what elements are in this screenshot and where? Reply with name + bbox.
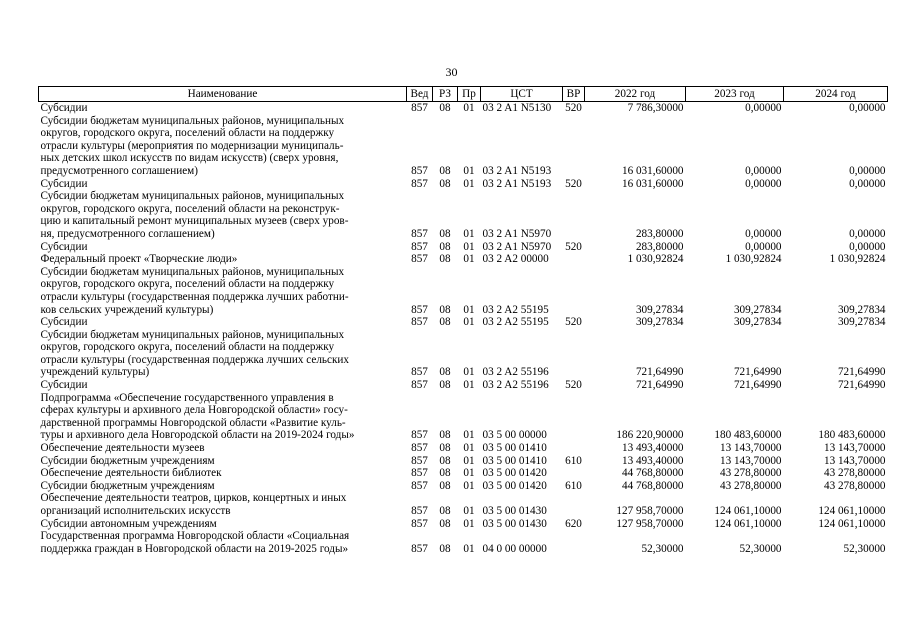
- header-vr: ВР: [563, 87, 585, 102]
- row-pr: 01: [463, 379, 475, 392]
- row-value-2024: 13 143,70000: [823, 454, 886, 467]
- row-cst: 03 2 A1 N5970: [482, 227, 552, 240]
- row-ved: 857: [411, 253, 428, 266]
- table-row: [39, 379, 888, 392]
- row-value-2022: 13 493,40000: [621, 454, 684, 467]
- row-rz: 08: [439, 253, 451, 266]
- row-name-line: Субсидии бюджетам муниципальных районов, муниципальных: [40, 190, 345, 203]
- row-pr: 01: [463, 467, 475, 480]
- row-name: [39, 392, 407, 442]
- row-name-line: Субсидии: [40, 102, 88, 114]
- row-ved: 857: [411, 177, 428, 190]
- row-ved: 857: [411, 102, 428, 114]
- row-value-2024: 0,00000: [849, 164, 886, 177]
- row-name-line: Субсидии: [40, 316, 88, 329]
- table-row: [39, 178, 888, 191]
- row-name-line: Обеспечение деятельности библиотек: [40, 467, 222, 480]
- row-name: [39, 253, 407, 266]
- row-cst: 03 2 A1 N5130: [482, 102, 552, 114]
- row-vr: 520: [565, 177, 582, 190]
- row-vr: [563, 392, 585, 442]
- row-cst: 03 5 00 01430: [482, 505, 547, 517]
- row-name-line: Субсидии: [40, 379, 88, 392]
- row-vr: 520: [565, 240, 582, 253]
- row-cst: 03 5 00 01420: [482, 467, 547, 480]
- table-body: [39, 102, 888, 556]
- row-pr: 01: [463, 429, 475, 442]
- row-value-2023: 721,64990: [733, 379, 782, 392]
- table-row: [39, 392, 888, 442]
- row-name: [39, 518, 407, 531]
- row-name: [39, 266, 407, 316]
- row-value-2023: 0,00000: [745, 227, 782, 240]
- row-pr: 01: [463, 517, 475, 530]
- row-pr: 01: [463, 366, 475, 379]
- row-rz: 08: [439, 429, 451, 442]
- header-rz: РЗ: [433, 87, 458, 102]
- row-pr: 01: [463, 227, 475, 240]
- row-name-line: организаций исполнительских искусств: [40, 505, 231, 517]
- row-cst: 03 2 A2 55195: [482, 303, 549, 316]
- row-ved: 857: [411, 164, 428, 177]
- row-name-line: округов, городского округа, поселений области на поддержку: [40, 278, 335, 291]
- row-ved: 857: [411, 316, 428, 329]
- row-value-2023: 43 278,80000: [719, 467, 782, 480]
- row-cst: 03 5 00 01410: [482, 442, 547, 455]
- row-vr: 610: [565, 479, 582, 492]
- row-pr: 01: [463, 479, 475, 492]
- row-pr: 01: [463, 542, 475, 555]
- row-ved: 857: [411, 366, 428, 379]
- row-value-2023: 1 030,92824: [725, 253, 782, 266]
- row-rz: 08: [439, 479, 451, 492]
- table-row: [39, 241, 888, 254]
- row-ved: 857: [411, 505, 428, 517]
- row-name-line: отрасли культуры (государственная поддержка лучших сельских: [40, 353, 350, 366]
- row-pr: 01: [463, 102, 475, 114]
- row-name: [39, 178, 407, 191]
- row-value-2024: 43 278,80000: [823, 467, 886, 480]
- row-name: [39, 480, 407, 493]
- row-value-2023: 13 143,70000: [719, 442, 782, 455]
- row-name-line: Обеспечение деятельности театров, цирков, концертных и иных: [40, 492, 347, 505]
- row-vr: 520: [565, 316, 582, 329]
- row-name: [39, 442, 407, 455]
- row-vr: [563, 190, 585, 240]
- row-value-2022: 721,64990: [635, 366, 684, 379]
- row-name: [39, 467, 407, 480]
- row-value-2023: 180 483,60000: [714, 429, 782, 442]
- header-2024: 2024 год: [784, 87, 888, 102]
- row-rz: 08: [439, 379, 451, 392]
- row-pr: 01: [463, 505, 475, 517]
- row-name-line: Федеральный проект «Творческие люди»: [40, 253, 238, 266]
- row-vr: 610: [565, 454, 582, 467]
- row-value-2024: 309,27834: [837, 316, 886, 329]
- row-pr: 01: [463, 253, 475, 266]
- row-value-2024: 1 030,92824: [829, 253, 886, 266]
- row-value-2022: 283,80000: [635, 240, 684, 253]
- row-rz: 08: [439, 102, 451, 114]
- row-rz: 08: [439, 316, 451, 329]
- row-ved: 857: [411, 227, 428, 240]
- row-pr: 01: [463, 442, 475, 455]
- row-name-line: дарственной программы Новгородской области «Развитие куль-: [40, 416, 346, 429]
- row-cst: 03 2 A2 55196: [482, 379, 549, 392]
- row-name-line: предусмотренного соглашением): [40, 164, 198, 177]
- row-name: [39, 102, 407, 115]
- row-vr: [563, 253, 585, 266]
- row-value-2024: 721,64990: [837, 379, 886, 392]
- row-rz: 08: [439, 505, 451, 517]
- row-name: [39, 190, 407, 240]
- row-value-2022: 52,30000: [641, 542, 684, 555]
- row-value-2022: 186 220,90000: [616, 429, 684, 442]
- row-value-2023: 43 278,80000: [719, 479, 782, 492]
- table-row: [39, 190, 888, 240]
- row-value-2024: 124 061,10000: [818, 517, 886, 530]
- row-value-2023: 309,27834: [733, 316, 782, 329]
- row-pr: 01: [463, 164, 475, 177]
- row-vr: [563, 492, 585, 517]
- row-name-line: Субсидии бюджетным учреждениям: [40, 479, 215, 492]
- row-value-2022: 283,80000: [635, 227, 684, 240]
- row-name: [39, 115, 407, 178]
- row-cst: 03 5 00 01430: [482, 517, 547, 530]
- row-value-2024: 43 278,80000: [823, 479, 886, 492]
- row-cst: 04 0 00 00000: [482, 542, 547, 555]
- row-value-2022: 13 493,40000: [621, 442, 684, 455]
- row-name-line: Субсидии бюджетам муниципальных районов, муниципальных: [40, 114, 345, 127]
- header-name: Наименование: [39, 87, 407, 102]
- row-value-2022: 127 958,70000: [616, 517, 684, 530]
- header-cst: ЦСТ: [481, 87, 563, 102]
- row-vr: 620: [565, 517, 582, 530]
- row-value-2023: 0,00000: [745, 240, 782, 253]
- table-row: [39, 455, 888, 468]
- row-pr: 01: [463, 316, 475, 329]
- row-cst: 03 5 00 00000: [482, 429, 547, 442]
- row-name: [39, 316, 407, 329]
- row-name-line: Субсидии: [40, 240, 88, 253]
- row-name-line: округов, городского округа, поселений области на поддержку: [40, 127, 335, 140]
- header-2022: 2022 год: [585, 87, 686, 102]
- row-name-line: Субсидии бюджетным учреждениям: [40, 454, 215, 467]
- row-name-line: Субсидии бюджетам муниципальных районов, муниципальных: [40, 265, 345, 278]
- row-value-2024: 721,64990: [837, 366, 886, 379]
- row-vr: [563, 329, 585, 379]
- row-rz: 08: [439, 303, 451, 316]
- row-value-2023: 0,00000: [745, 177, 782, 190]
- row-vr: 520: [565, 379, 582, 392]
- row-name-line: ня, предусмотренного соглашением): [40, 227, 215, 240]
- row-value-2022: 309,27834: [635, 303, 684, 316]
- row-ved: 857: [411, 479, 428, 492]
- table-row: [39, 266, 888, 316]
- row-value-2022: 1 030,92824: [627, 253, 684, 266]
- table-row: [39, 442, 888, 455]
- row-cst: 03 2 A1 N5193: [482, 164, 552, 177]
- row-name-line: Подпрограмма «Обеспечение государственного управления в: [40, 391, 334, 404]
- row-value-2022: 44 768,80000: [621, 479, 684, 492]
- row-name-line: Субсидии автономным учреждениям: [40, 517, 217, 530]
- row-name-line: туры и архивного дела Новгородской области на 2019-2024 годы»: [40, 429, 355, 442]
- row-rz: 08: [439, 542, 451, 555]
- table-row: [39, 329, 888, 379]
- row-name: [39, 530, 407, 555]
- row-rz: 08: [439, 164, 451, 177]
- row-name-line: Субсидии: [40, 177, 88, 190]
- row-ved: 857: [411, 542, 428, 555]
- row-name-line: ков сельских учреждений культуры): [40, 303, 214, 316]
- row-name-line: сферах культуры и архивного дела Новгородской области» госу-: [40, 404, 348, 417]
- row-cst: 03 5 00 01420: [482, 479, 547, 492]
- table-row: [39, 530, 888, 555]
- row-vr: [563, 442, 585, 455]
- table-header-row: [39, 87, 888, 102]
- row-value-2022: 16 031,60000: [621, 164, 684, 177]
- row-name-line: Государственная программа Новгородской области «Социальная: [40, 530, 350, 543]
- row-cst: 03 2 A1 N5970: [482, 240, 552, 253]
- header-2023: 2023 год: [686, 87, 784, 102]
- row-value-2024: 180 483,60000: [818, 429, 886, 442]
- row-value-2023: 309,27834: [733, 303, 782, 316]
- row-vr: [563, 530, 585, 555]
- row-name-line: округов, городского округа, поселений области на реконструк-: [40, 202, 340, 215]
- table-row: [39, 492, 888, 517]
- table-row: [39, 316, 888, 329]
- row-rz: 08: [439, 240, 451, 253]
- row-rz: 08: [439, 454, 451, 467]
- row-value-2024: 13 143,70000: [823, 442, 886, 455]
- row-ved: 857: [411, 240, 428, 253]
- row-rz: 08: [439, 467, 451, 480]
- row-value-2024: 52,30000: [843, 542, 886, 555]
- row-ved: 857: [411, 454, 428, 467]
- table-row: [39, 467, 888, 480]
- row-rz: 08: [439, 177, 451, 190]
- row-cst: 03 2 A1 N5193: [482, 177, 552, 190]
- row-value-2022: 127 958,70000: [616, 505, 684, 517]
- row-name: [39, 329, 407, 379]
- row-value-2024: 124 061,10000: [818, 505, 886, 517]
- row-vr: [563, 266, 585, 316]
- row-rz: 08: [439, 366, 451, 379]
- row-pr: 01: [463, 177, 475, 190]
- row-name-line: Обеспечение деятельности музеев: [40, 442, 205, 455]
- row-value-2022: 44 768,80000: [621, 467, 684, 480]
- row-cst: 03 2 A2 55196: [482, 366, 549, 379]
- row-ved: 857: [411, 517, 428, 530]
- row-ved: 857: [411, 429, 428, 442]
- row-name-line: Субсидии бюджетам муниципальных районов, муниципальных: [40, 328, 345, 341]
- row-name: [39, 492, 407, 517]
- row-value-2022: 721,64990: [635, 379, 684, 392]
- table-row: [39, 253, 888, 266]
- row-value-2022: 7 786,30000: [627, 102, 684, 114]
- row-name: [39, 379, 407, 392]
- row-value-2024: 0,00000: [849, 177, 886, 190]
- row-value-2023: 13 143,70000: [719, 454, 782, 467]
- row-pr: 01: [463, 303, 475, 316]
- row-value-2024: 0,00000: [849, 227, 886, 240]
- row-name-line: учреждений культуры): [40, 366, 150, 379]
- row-name-line: отрасли культуры (государственная поддержка лучших работни-: [40, 290, 349, 303]
- row-name-line: поддержка граждан в Новгородской области на 2019-2025 годы»: [40, 542, 349, 555]
- page-number: 30: [445, 65, 458, 79]
- table-row: [39, 102, 888, 115]
- row-ved: 857: [411, 442, 428, 455]
- row-pr: 01: [463, 240, 475, 253]
- row-ved: 857: [411, 379, 428, 392]
- row-ved: 857: [411, 467, 428, 480]
- row-value-2024: 309,27834: [837, 303, 886, 316]
- row-rz: 08: [439, 442, 451, 455]
- row-name-line: цию и капитальный ремонт муниципальных музеев (сверх уров-: [40, 215, 349, 228]
- row-rz: 08: [439, 227, 451, 240]
- row-name-line: ных детских школ искусств по видам искусств) (сверх уровня,: [40, 152, 339, 165]
- row-value-2023: 52,30000: [739, 542, 782, 555]
- row-value-2022: 309,27834: [635, 316, 684, 329]
- row-value-2023: 0,00000: [745, 164, 782, 177]
- row-rz: 08: [439, 517, 451, 530]
- row-vr: [563, 467, 585, 480]
- row-vr: 520: [565, 102, 582, 114]
- row-vr: [563, 115, 585, 178]
- row-cst: 03 2 A2 55195: [482, 316, 549, 329]
- header-ved: Вед: [407, 87, 433, 102]
- row-value-2023: 124 061,10000: [714, 517, 782, 530]
- row-value-2023: 0,00000: [745, 102, 782, 114]
- row-value-2024: 0,00000: [849, 240, 886, 253]
- budget-table: [38, 86, 888, 555]
- table-row: [39, 518, 888, 531]
- row-name-line: отрасли культуры (мероприятия по модернизации муниципаль-: [40, 139, 344, 152]
- row-cst: 03 5 00 01410: [482, 454, 547, 467]
- table-row: [39, 480, 888, 493]
- row-pr: 01: [463, 454, 475, 467]
- row-value-2024: 0,00000: [849, 102, 886, 114]
- row-cst: 03 2 A2 00000: [482, 253, 549, 266]
- row-ved: 857: [411, 303, 428, 316]
- row-value-2022: 16 031,60000: [621, 177, 684, 190]
- header-pr: Пр: [458, 87, 481, 102]
- row-name: [39, 455, 407, 468]
- row-value-2023: 124 061,10000: [714, 505, 782, 517]
- table-row: [39, 115, 888, 178]
- row-name: [39, 241, 407, 254]
- row-value-2023: 721,64990: [733, 366, 782, 379]
- row-name-line: округов, городского округа, поселений области на поддержку: [40, 341, 335, 354]
